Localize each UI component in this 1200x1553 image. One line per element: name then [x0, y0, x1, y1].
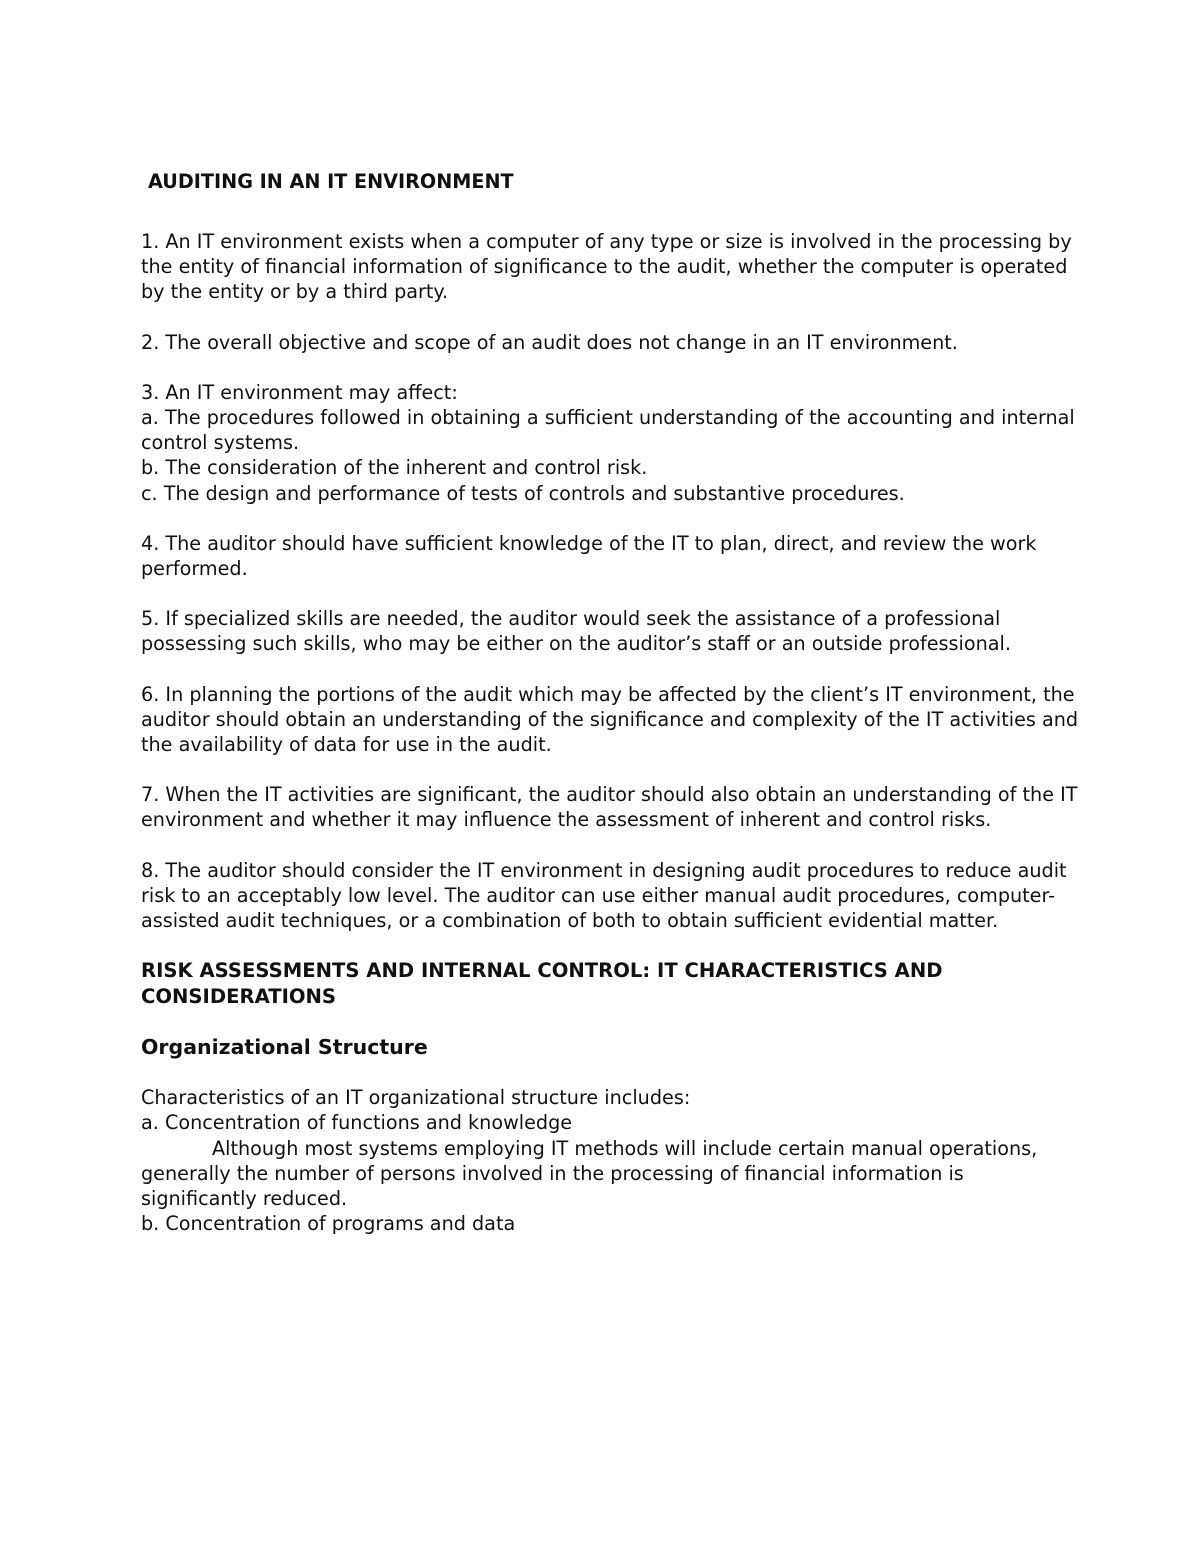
paragraph-4: 4. The auditor should have sufficient knowledge of the IT to plan, direct, and review the work performed.	[141, 531, 1037, 581]
spacer	[141, 581, 1081, 606]
spacer	[141, 833, 1081, 858]
spacer	[141, 657, 1081, 682]
section-heading: RISK ASSESSMENTS AND INTERNAL CONTROL: IT CHARACTERISTICS AND CONSIDERATIONS	[141, 959, 943, 1008]
paragraph-3-item-a: a. The procedures followed in obtaining a sufficient understanding of the accounting and internal control systems.	[141, 406, 1075, 455]
paragraph-8: 8. The auditor should consider the IT environment in designing audit procedures to reduce audit risk to an acceptably low level. The auditor can use either manual audit procedures, computer-assisted audit techniques, or a combination of both to obtain sufficient evidential matter.	[141, 858, 1067, 933]
spacer	[141, 305, 1081, 330]
org-item-a-body: Although most systems employing IT methods will include certain manual operations, generally the number of persons involved in the processing of financial information is significantly reduced.	[141, 1136, 1038, 1211]
paragraph-1: 1. An IT environment exists when a computer of any type or size is involved in the processing by the entity of financial information of significance to the audit, whether the computer is operated by the entity or by a third party.	[141, 230, 1072, 304]
paragraph-3-item-b: b. The consideration of the inherent and control risk.	[141, 456, 648, 480]
paragraph-6: 6. In planning the portions of the audit which may be affected by the client’s IT environment, the auditor should obtain an understanding of the significance and complexity of the IT activities and the availability of data for use in the audit.	[141, 682, 1079, 757]
paragraph-3-intro: 3. An IT environment may affect:	[141, 380, 458, 404]
spacer	[141, 198, 1081, 229]
paragraph-3-item-c: c. The design and performance of tests of controls and substantive procedures.	[141, 481, 905, 505]
spacer	[141, 757, 1081, 782]
document-page	[141, 166, 1081, 1236]
document-title: AUDITING IN AN IT ENVIRONMENT	[148, 170, 514, 193]
org-item-a: a. Concentration of functions and knowledge	[141, 1111, 573, 1135]
spacer	[141, 355, 1081, 380]
org-item-b: b. Concentration of programs and data	[141, 1212, 516, 1236]
spacer	[141, 1009, 1081, 1034]
spacer	[141, 1060, 1081, 1085]
paragraph-2: 2. The overall objective and scope of an audit does not change in an IT environment.	[141, 330, 958, 354]
subheading-organizational-structure: Organizational Structure	[141, 1035, 428, 1060]
paragraph-7: 7. When the IT activities are significant, the auditor should also obtain an understanding of the IT environment and whether it may influence the assessment of inherent and control risks.	[141, 783, 1078, 832]
org-intro: Characteristics of an IT organizational structure includes:	[141, 1086, 691, 1110]
spacer	[141, 933, 1081, 958]
spacer	[141, 506, 1081, 531]
paragraph-5: 5. If specialized skills are needed, the auditor would seek the assistance of a professional possessing such skills, who may be either on the auditor’s staff or an outside professional.	[141, 607, 1011, 656]
